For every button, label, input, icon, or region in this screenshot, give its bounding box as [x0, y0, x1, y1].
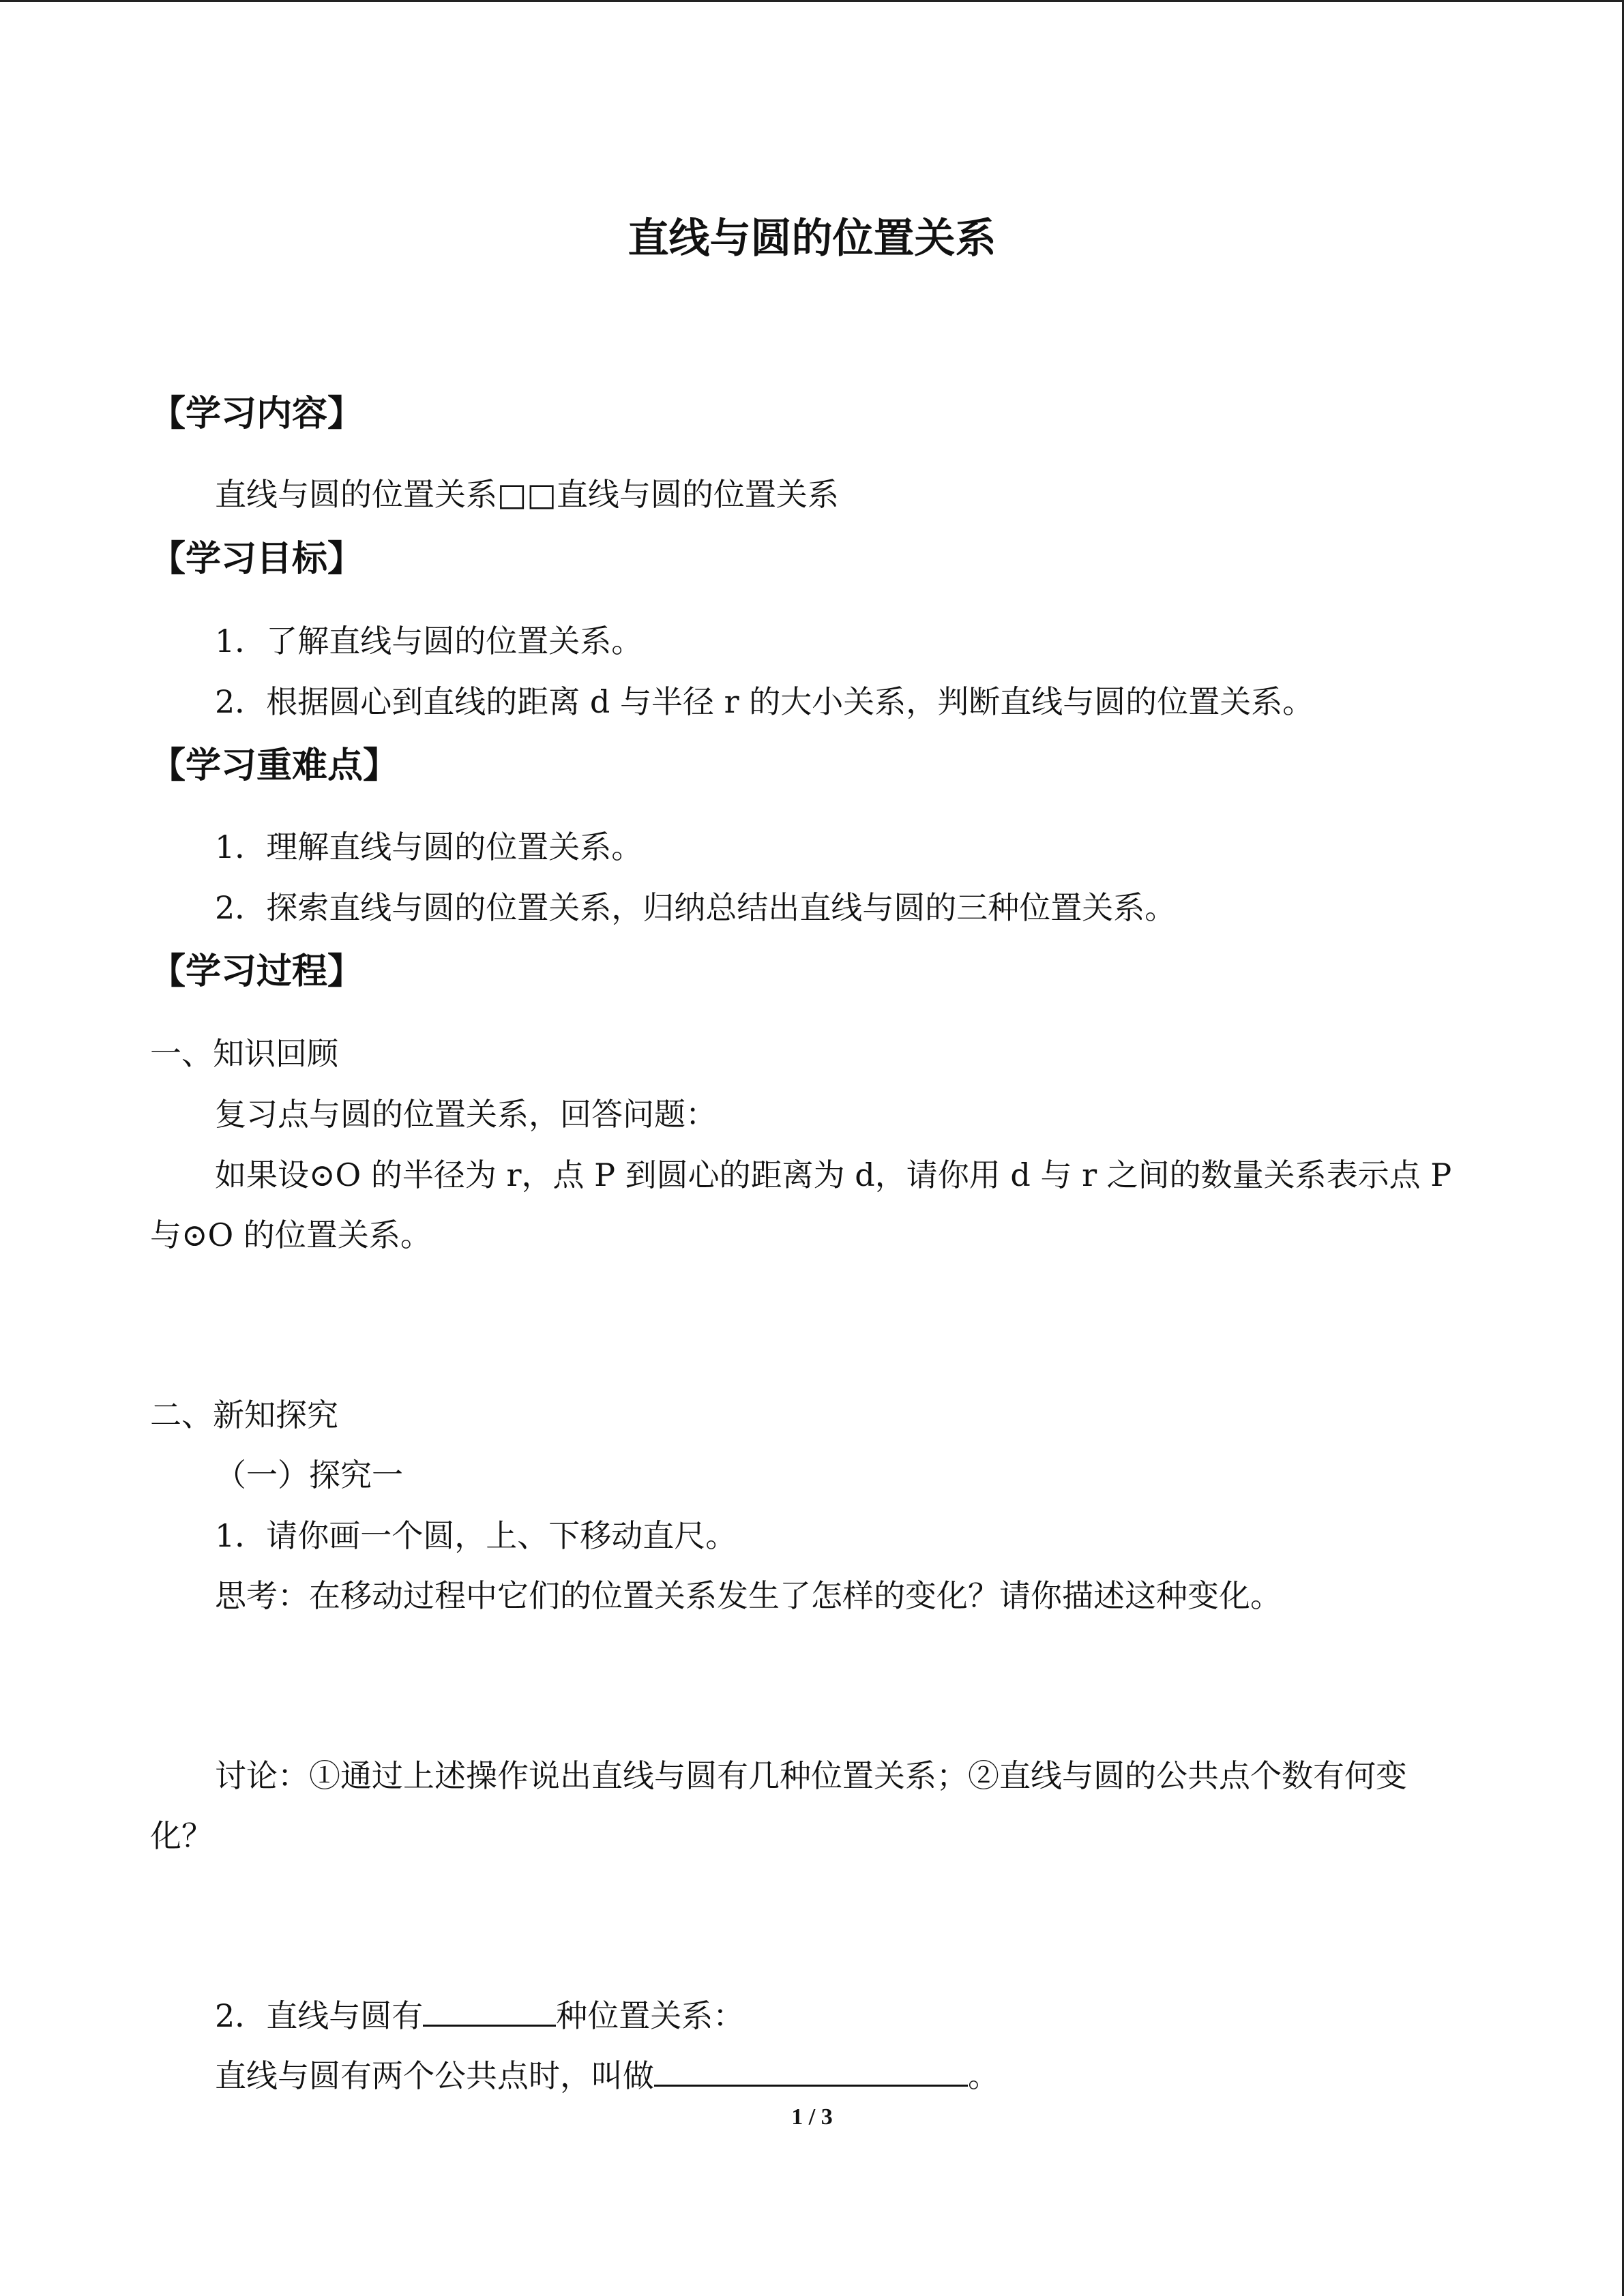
explore-heading: 二、新知探究	[150, 1397, 338, 1433]
heading-learning-process: 【学习过程】	[150, 951, 364, 992]
review-heading: 一、知识回顾	[150, 1035, 338, 1072]
question-3-suffix: 。	[968, 2057, 999, 2094]
page-title: 直线与圆的位置关系	[628, 215, 996, 263]
question-3-prefix: 直线与圆有两个公共点时，叫做	[215, 2057, 654, 2094]
explore-question-1: 1．请你画一个圆，上、下移动直尺。	[215, 1517, 737, 1554]
explore-question-3	[215, 2055, 999, 2096]
difficulty-item-1: 1．理解直线与圆的位置关系。	[215, 829, 643, 865]
review-line-1: 复习点与圆的位置关系，回答问题：	[215, 1096, 717, 1133]
question-2-suffix: 种位置关系：	[556, 1997, 745, 2034]
answer-blank-count[interactable]	[423, 1995, 556, 2027]
heading-learning-content: 【学习内容】	[150, 393, 364, 434]
explore-discuss-line-1: 讨论：①通过上述操作说出直线与圆有几种位置关系；②直线与圆的公共点个数有何变	[215, 1757, 1407, 1794]
goal-item-1: 1．了解直线与圆的位置关系。	[215, 623, 643, 659]
explore-question-2	[215, 1995, 744, 2036]
review-line-2: 如果设⊙O 的半径为 r，点 P 到圆心的距离为 d，请你用 d 与 r 之间的数量关系表示点 P	[215, 1157, 1452, 1193]
answer-blank-name[interactable]	[654, 2055, 968, 2087]
review-line-3: 与⊙O 的位置关系。	[150, 1217, 432, 1253]
heading-learning-goals: 【学习目标】	[150, 539, 364, 580]
page-border-top	[0, 0, 1624, 2]
content-text: 直线与圆的位置关系□□直线与圆的位置关系	[215, 476, 839, 513]
goal-item-2: 2．根据圆心到直线的距离 d 与半径 r 的大小关系，判断直线与圆的位置关系。	[215, 683, 1314, 720]
difficulty-item-2: 2．探索直线与圆的位置关系，归纳总结出直线与圆的三种位置关系。	[215, 889, 1177, 926]
explore-subheading-1: （一）探究一	[215, 1457, 403, 1493]
question-2-prefix: 2．直线与圆有	[215, 1997, 424, 2034]
explore-discuss-line-2: 化？	[150, 1817, 213, 1854]
explore-think: 思考：在移动过程中它们的位置关系发生了怎样的变化？请你描述这种变化。	[215, 1577, 1282, 1614]
page-number: 1 / 3	[791, 2104, 833, 2130]
heading-key-difficulties: 【学习重难点】	[150, 745, 399, 786]
